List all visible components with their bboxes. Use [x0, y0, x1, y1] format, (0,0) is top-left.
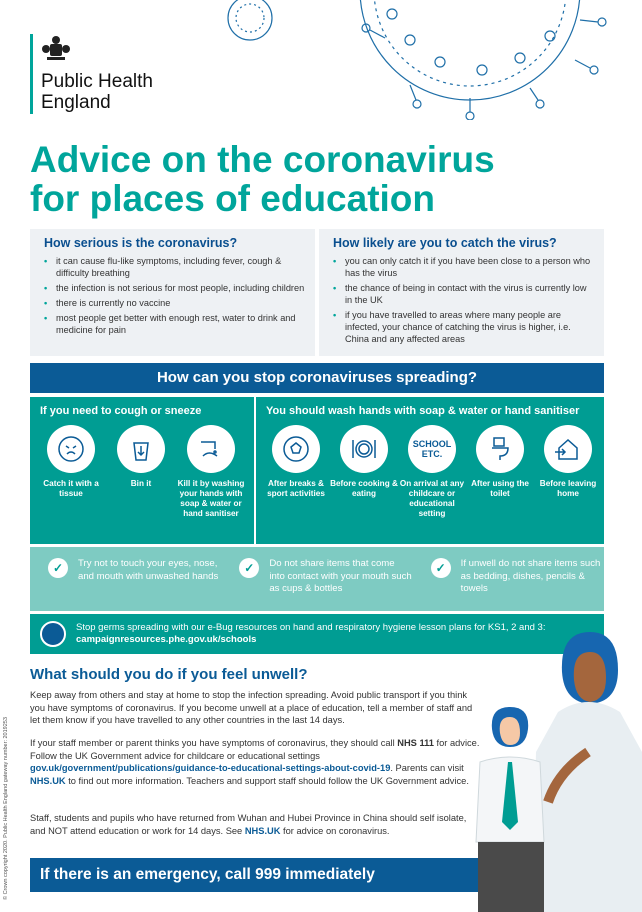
cough-panel	[30, 397, 254, 544]
logo-line-2: England	[41, 92, 111, 113]
royal-crest-icon	[41, 34, 71, 62]
how-serious-box	[30, 229, 315, 356]
title-line-2: for places of education	[30, 178, 436, 219]
wash-panel	[256, 397, 604, 544]
how-serious-heading: How serious is the coronavirus?	[44, 236, 238, 250]
page-title	[30, 140, 590, 218]
list-item: • the infection is not serious for most people, including children	[44, 282, 305, 294]
after-breaks-item	[262, 425, 330, 519]
after-toilet-label: After using the toilet	[471, 479, 529, 498]
catch-it-item	[36, 425, 106, 519]
wash-heading: You should wash hands with soap & water or hand sanitiser	[266, 405, 580, 417]
bin-icon	[126, 434, 156, 464]
list-item: • the chance of being in contact with the virus is currently low in the UK	[333, 282, 594, 306]
check-icon: ✓	[48, 558, 68, 578]
tip-text: If unwell do not share items such as bedding, dishes, pencils & towels	[460, 558, 601, 594]
nhs-uk-link[interactable]: NHS.UK	[30, 775, 66, 786]
text: Staff, students and pupils who have returned from Wuhan and Hubei Province in China should self isolate, and NOT attend education or work for 14 days. See	[30, 813, 467, 836]
ebug-mascot-icon	[40, 621, 66, 647]
kill-it-label: Kill it by washing your hands with soap & water or hand sanitiser	[177, 479, 245, 518]
nhs-uk-link[interactable]: NHS.UK	[244, 825, 281, 836]
gov-guidance-link[interactable]: gov.uk/government/publications/guidance-to-educational-settings-about-covid-19	[30, 763, 391, 773]
copyright-credit	[3, 670, 13, 900]
tip-text: Do not share items that come into contact with your mouth such as cups & bottles	[269, 558, 412, 594]
how-likely-heading: How likely are you to catch the virus?	[333, 236, 557, 250]
list-item: • if you have travelled to areas where many people are infected, your chance of catching the virus is higher, i.e. China and any affected areas	[333, 309, 594, 345]
unwell-heading: What should you do if you feel unwell?	[30, 666, 308, 683]
plate-icon	[349, 434, 379, 464]
unwell-paragraph-3	[30, 812, 480, 837]
handwash-icon	[196, 434, 226, 464]
toilet-icon	[485, 434, 515, 464]
bin-it-label: Bin it	[130, 479, 152, 488]
check-icon: ✓	[431, 558, 451, 578]
before-leaving-item	[534, 425, 602, 519]
before-cooking-item	[330, 425, 398, 519]
unwell-paragraph-1: Keep away from others and stay at home to stop the infection spreading. Avoid public transport if you think you have symptoms of coronavirus. If you become unwell at a place of education, tell a member of staff and let them know if you have travelled to any other countries in the last 14 days.	[30, 690, 473, 725]
emergency-banner: If there is an emergency, call 999 immediately	[30, 858, 480, 892]
school-icon: SCHOOL ETC.	[412, 439, 452, 459]
kill-it-item	[176, 425, 246, 519]
unwell-paragraph-2	[30, 737, 480, 787]
sneeze-icon	[56, 434, 86, 464]
text: If your staff member or parent thinks you have symptoms of coronavirus, they should call	[30, 738, 398, 748]
check-icon: ✓	[239, 558, 259, 578]
home-icon	[553, 434, 583, 464]
tip-item	[30, 558, 221, 611]
cough-heading: If you need to cough or sneeze	[40, 405, 202, 417]
title-line-1: Advice on the coronavirus	[30, 139, 495, 180]
logo-line-1: Public Health	[41, 71, 153, 92]
logo-bar	[30, 34, 33, 114]
tip-item	[221, 558, 412, 611]
list-item: • you can only catch it if you have been close to a person who has the virus	[333, 255, 594, 279]
nhs-111: NHS 111	[397, 738, 434, 748]
ebug-message: Stop germs spreading with our e-Bug resources on hand and respiratory hygiene lesson plans for KS1, 2 and 3:	[76, 622, 546, 633]
text: for advice on coronavirus.	[280, 825, 390, 836]
list-item: • there is currently no vaccine	[44, 297, 305, 309]
tip-text: Try not to touch your eyes, nose, and mouth with unwashed hands	[78, 558, 219, 582]
phe-logo	[30, 34, 153, 114]
on-arrival-label: On arrival at any childcare or educational setting	[399, 479, 465, 518]
text: . Parents can visit	[390, 763, 464, 773]
after-breaks-label: After breaks & sport activities	[267, 479, 325, 498]
list-item: • most people get better with enough rest, water to drink and medicine for pain	[44, 312, 305, 336]
before-leaving-label: Before leaving home	[539, 479, 597, 498]
after-toilet-item	[466, 425, 534, 519]
text: for advice. Follow the UK Government advice for childcare or educational settings	[30, 738, 480, 761]
how-likely-box	[319, 229, 604, 356]
ebug-link[interactable]: campaignresources.phe.gov.uk/schools	[76, 634, 257, 645]
people-illustration	[440, 592, 642, 912]
bin-it-item	[106, 425, 176, 519]
virus-illustration	[220, 0, 642, 120]
list-item: • it can cause flu-like symptoms, including fever, cough & difficulty breathing	[44, 255, 305, 279]
facts-section	[30, 229, 604, 356]
text: to find out more information. Teachers and support staff should follow the UK Government advice.	[65, 775, 469, 786]
credit-text: © Crown copyright 2020. Public Health England gateway number: 2019253	[3, 717, 9, 900]
catch-it-label: Catch it with a tissue	[43, 479, 99, 498]
on-arrival-item	[398, 425, 466, 519]
stop-spreading-heading: How can you stop coronaviruses spreading?	[30, 363, 604, 393]
before-cooking-label: Before cooking & eating	[330, 479, 398, 498]
football-icon	[281, 434, 311, 464]
